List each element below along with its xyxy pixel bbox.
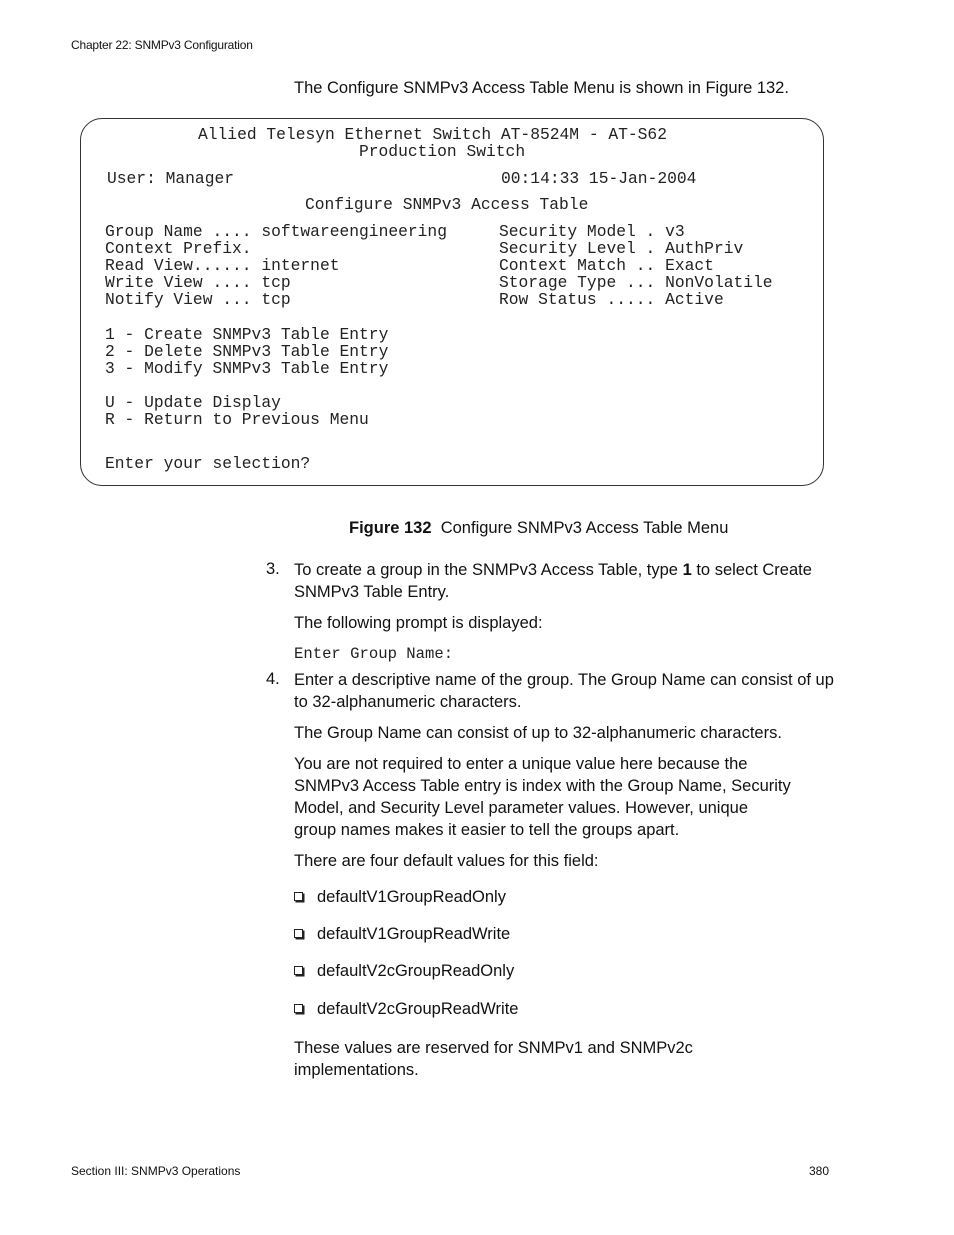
step4-paragraph: There are four default values for this field: [294,852,599,870]
terminal-prompt: Enter your selection? [105,454,311,473]
intro-sentence: The Configure SNMPv3 Access Table Menu is shown in Figure 132. [294,79,789,97]
terminal-right-field: Storage Type ... NonVolatile [499,273,773,292]
default-value-item: defaultV1GroupReadWrite [294,925,510,944]
running-header: Chapter 22: SNMPv3 Configuration [71,38,253,52]
step-number-4: 4. [266,670,280,688]
terminal-datetime: 00:14:33 15-Jan-2004 [501,169,697,188]
terminal-right-field: Security Level . AuthPriv [499,239,744,258]
figure-label: Figure 132 [349,519,432,537]
page-number: 380 [809,1164,830,1178]
terminal-option-modify: 3 - Modify SNMPv3 Table Entry [105,359,389,378]
terminal-right-field: Row Status ..... Active [499,290,724,309]
terminal-right-field: Context Match .. Exact [499,256,714,275]
terminal-left-field: Notify View ... tcp [105,290,291,309]
group-name-prompt: Enter Group Name: [294,645,454,663]
terminal-title-line2: Production Switch [359,142,526,161]
checkbox-bullet-icon [294,892,303,901]
step4-paragraph: The Group Name can consist of up to 32-alphanumeric characters. [294,724,782,742]
terminal-option-return: R - Return to Previous Menu [105,410,369,429]
reserved-values-note: These values are reserved for SNMPv1 and SNMPv2c implementations. [294,1039,693,1079]
terminal-menu-title: Configure SNMPv3 Access Table [305,195,589,214]
footer-section: Section III: SNMPv3 Operations [71,1164,241,1178]
terminal-option-update: U - Update Display [105,393,281,412]
step3-key: 1 [682,561,692,579]
terminal-left-field: Context Prefix. [105,239,252,258]
figure-caption [349,519,728,538]
step3-following-text: The following prompt is displayed: [294,614,543,632]
terminal-left-field: Write View .... tcp [105,273,291,292]
figure-title: Configure SNMPv3 Access Table Menu [440,519,729,537]
step4-instruction: Enter a descriptive name of the group. The Group Name can consist of up to 32-alphanumeric characters. [294,671,834,711]
terminal-option-delete: 2 - Delete SNMPv3 Table Entry [105,342,389,361]
checkbox-bullet-icon [294,1004,303,1013]
default-value-item: defaultV2cGroupReadWrite [294,1000,518,1019]
terminal-option-create: 1 - Create SNMPv3 Table Entry [105,325,389,344]
step4-paragraph: You are not required to enter a unique value here because the SNMPv3 Access Table entry is index with the Group Name, Security Model, and Security Level parameter values. However, unique group names makes it easier to tell the groups apart. [294,755,791,839]
checkbox-bullet-icon [294,966,303,975]
default-value-item: defaultV1GroupReadOnly [294,888,506,907]
terminal-right-field: Security Model . v3 [499,222,685,241]
terminal-user: User: Manager [107,169,235,188]
terminal-left-field: Read View...... internet [105,256,340,275]
step-number-3: 3. [266,560,280,578]
checkbox-bullet-icon [294,929,303,938]
default-value-item: defaultV2cGroupReadOnly [294,962,514,981]
terminal-left-field: Group Name .... softwareengineering [105,222,447,241]
step3-instruction: To create a group in the SNMPv3 Access Table, type 1 to select Create SNMPv3 Table Entry. [294,561,812,601]
terminal-title-line1: Allied Telesyn Ethernet Switch AT-8524M - AT-S62 [198,125,667,144]
